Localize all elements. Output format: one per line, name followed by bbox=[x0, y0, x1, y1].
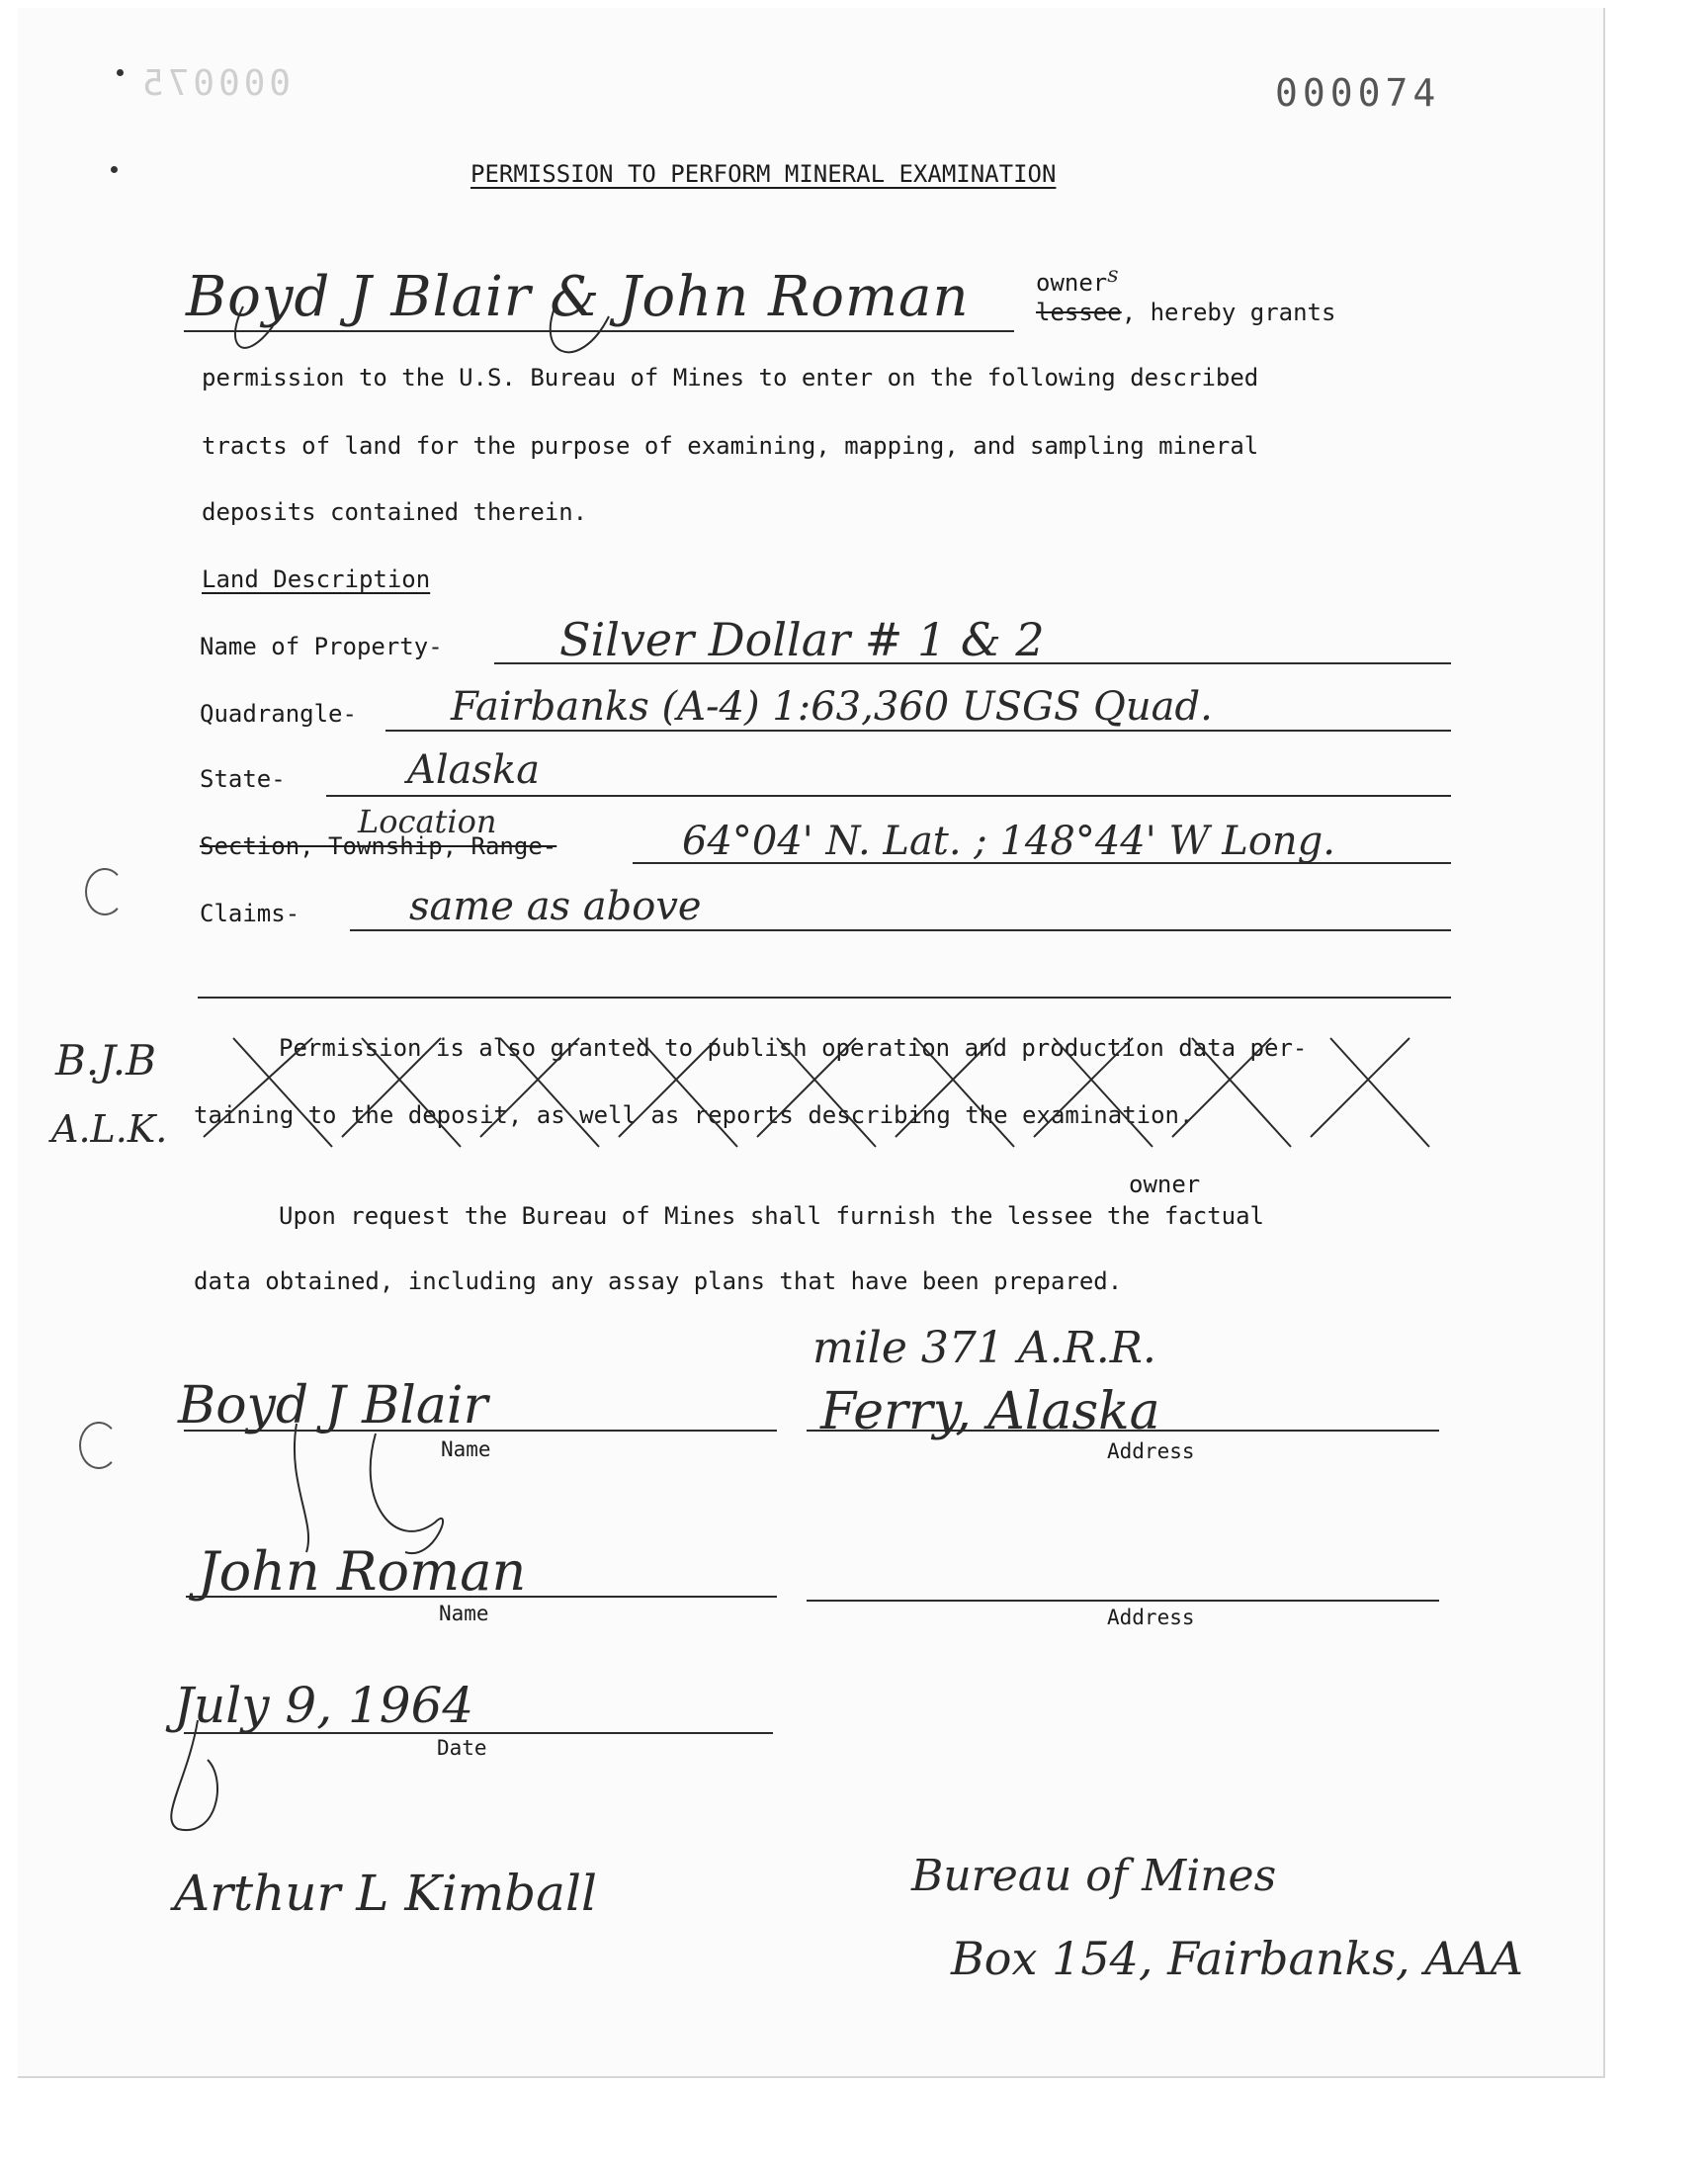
para1-line3: tracts of land for the purpose of examining, mapping, and sampling mineral bbox=[202, 432, 1259, 460]
owner-insert: owner$^s$ bbox=[1036, 263, 1119, 297]
para1-line4: deposits contained therein. bbox=[202, 498, 588, 526]
para1-line2: permission to the U.S. Bureau of Mines to enter on the following described bbox=[202, 364, 1259, 392]
address-label-2: Address bbox=[1107, 1606, 1195, 1629]
state-value: Alaska bbox=[407, 747, 541, 793]
para3-line1: Upon request the Bureau of Mines shall furnish the lessee the factual bbox=[279, 1202, 1264, 1230]
witness-signature: Arthur L Kimball bbox=[174, 1865, 597, 1922]
name-rule-2 bbox=[186, 1596, 777, 1598]
page-title: PERMISSION TO PERFORM MINERAL EXAMINATION bbox=[470, 160, 1057, 188]
grants-text: , hereby grants bbox=[1121, 299, 1336, 326]
para2-line1: Permission is also granted to publish operation and production data per- bbox=[279, 1034, 1308, 1062]
property-value: Silver Dollar # 1 & 2 bbox=[559, 613, 1045, 666]
location-value: 64°04' N. Lat. ; 148°44' W Long. bbox=[682, 819, 1335, 864]
witness-address-line2: Box 154, Fairbanks, AAA bbox=[951, 1932, 1523, 1985]
quadrangle-rule bbox=[385, 730, 1451, 732]
location-insert: Location bbox=[358, 803, 497, 840]
quadrangle-value: Fairbanks (A-4) 1:63,360 USGS Quad. bbox=[451, 684, 1213, 730]
location-rule bbox=[633, 862, 1451, 864]
name-rule-1 bbox=[184, 1430, 777, 1432]
property-label: Name of Property- bbox=[200, 633, 443, 660]
grantor-signature-strokes bbox=[184, 257, 1054, 376]
speck bbox=[111, 166, 118, 173]
state-label: State- bbox=[200, 765, 286, 793]
name-label-1: Name bbox=[441, 1437, 491, 1461]
grantor-text bbox=[1036, 299, 1335, 326]
land-description-heading: Land Description bbox=[202, 566, 431, 593]
cross-out-marks bbox=[194, 1018, 1479, 1157]
state-rule bbox=[326, 795, 1451, 797]
ghost-doc-number: 000075 bbox=[138, 63, 292, 104]
initials-alk: A.L.K. bbox=[51, 1107, 168, 1151]
grantor-underline bbox=[184, 330, 1014, 332]
owner-suffix: s bbox=[1107, 263, 1119, 288]
claims-value: same as above bbox=[409, 884, 702, 929]
signature-boyd-blair: Boyd J Blair bbox=[178, 1376, 488, 1436]
date-label: Date bbox=[437, 1736, 487, 1760]
owner-insert-2: owner bbox=[1129, 1171, 1201, 1198]
address-1-line2: Ferry, Alaska bbox=[820, 1382, 1160, 1441]
address-rule-1 bbox=[807, 1430, 1439, 1432]
blank-rule bbox=[198, 997, 1451, 999]
signature-john-roman: John Roman bbox=[198, 1540, 527, 1603]
claims-rule bbox=[350, 929, 1451, 931]
date-value: July 9, 1964 bbox=[174, 1677, 474, 1734]
claims-label: Claims- bbox=[200, 900, 300, 927]
witness-address-line1: Bureau of Mines bbox=[911, 1851, 1277, 1901]
location-label: Section, Township, Range- bbox=[200, 832, 557, 860]
hole-punch-bottom bbox=[79, 1422, 119, 1469]
struck-lessee: lessee bbox=[1036, 299, 1122, 326]
date-strokes bbox=[158, 1720, 356, 1839]
quadrangle-label: Quadrangle- bbox=[200, 700, 357, 728]
initials-bjb: B.J.B bbox=[55, 1036, 157, 1085]
address-label-1: Address bbox=[1107, 1439, 1195, 1463]
name-label-2: Name bbox=[439, 1602, 489, 1625]
grantor-signatures: Boyd J Blair & John Roman bbox=[186, 265, 970, 329]
speck bbox=[117, 69, 124, 76]
hole-punch-top bbox=[85, 868, 125, 915]
property-rule bbox=[494, 662, 1451, 664]
doc-number: 000074 bbox=[1275, 71, 1441, 115]
para2-line2: taining to the deposit, as well as reports describing the examination. bbox=[194, 1101, 1194, 1129]
address-rule-2 bbox=[807, 1600, 1439, 1602]
para3-line2: data obtained, including any assay plans that have been prepared. bbox=[194, 1267, 1123, 1295]
address-1-line1: mile 371 A.R.R. bbox=[812, 1323, 1156, 1373]
date-rule bbox=[184, 1732, 773, 1734]
